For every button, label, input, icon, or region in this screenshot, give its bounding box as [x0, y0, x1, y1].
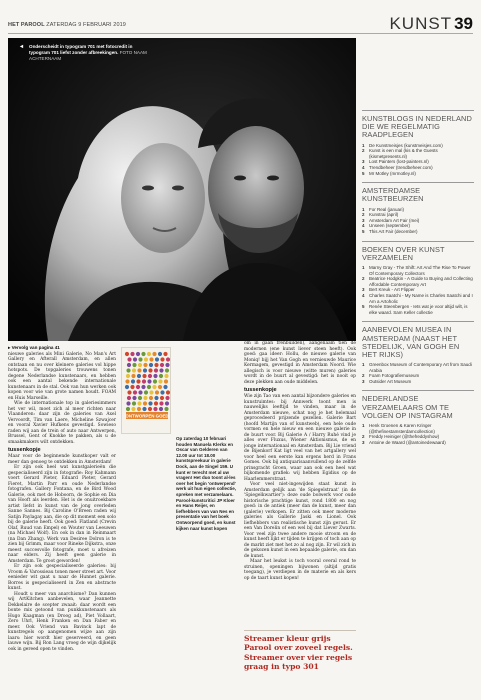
cover-flower-dot [154, 368, 158, 372]
cover-flower-dot [142, 379, 146, 383]
list-number: 3 [362, 287, 365, 293]
sidebar-list-item [362, 265, 474, 276]
cover-flower-dot [143, 368, 147, 372]
cover-flower-dot [153, 374, 157, 378]
list-number: 2 [362, 373, 365, 379]
cover-flower-dot [152, 352, 156, 356]
cover-flower-dot [147, 379, 151, 383]
continued-from: ▸ Vervolg van pagina 41 [8, 345, 60, 350]
cover-flower-dot [138, 357, 142, 361]
list-text: Beatrice Hodgkin - A Guide to Buying and Collecting Affordable Contemporary Art [369, 276, 473, 287]
book-cover-image [121, 347, 171, 434]
cover-flower-dot [127, 396, 131, 400]
article-column-1 [8, 345, 116, 652]
page-number: 39 [454, 14, 473, 33]
cover-flower-dot [165, 363, 169, 367]
cover-flower-dot [149, 396, 153, 400]
cover-flower-dot [126, 407, 130, 411]
cover-flower-dot [149, 363, 153, 367]
body-paragraph: Wie de internationale top in galeriesimmers het ver wil, moet zich al meer richten naar Vlaanderen: daar zijn de galeries van Axel Vervoordt, Tim van Laere, Micheline Szwajcer en vooral Xavier Hufkens gevestigd. Sowieso raden wij aan de trein of auto naar Antwerpen, Brussel, Gent of Knokke te pakken, als u de smaakmakers wilt ontdekken. [8, 401, 116, 445]
body-paragraph: om in gaan frenbuilden), aangenaam tien de modernen (ene kunst liever steen heeft). Ook goed: gaa ideer: Hollu, de nieuwe galerie van Moniq! bijj het Van Gogh en vernieuwde Maurice Kermagem, gevestigd in Amsterdam Noord. Wie allegisch is voor nieuwe (witte muren) galeries wordt in de buurt al gevestigd: het is nooit op deze plekken aan oude middelen. [244, 341, 356, 385]
cover-flower-dot [143, 396, 147, 400]
portrait-illustration [8, 38, 356, 341]
cover-flower-dot [143, 401, 147, 405]
body-paragraph: Er zijn ook heel wat kunstgalerieën die gespecialiseerd zijn in fotografie: Roy Kahmann voert Gerard Pieter, Eduard Pieter, Gerard Fieret, Martin Parr en oude Nederlandse fotografen. Gallery Fontana, en de Bird Wood Galerie, ook met de Hoboorn, de Sophie en Dia van Hooft als leerden. Het is de onuitroekbare artist liefst in kunst van de jong overleden Sanne Sannes. Bij Caroline O'Breen raden wij Satijn Paylagay aan, die op dit moment een solo bij de galerie heeft. Ook goed: Flatland (Crevin Olaf, Ruud van Empel) en Wouter van Leeuwen (na Michael Wolf). En ook in dan in Reinmaart (na Dan Zhang). Werk van Desiree Dolron is te zien bij Grimm, maar voor Rineke Dijkstra, onze meest succesvolle fotografe, moet u afreizen naar elders. Zij heeft geen galerie in Amsterdam. Te groot geworden! [8, 465, 116, 564]
cover-flower-dot [136, 385, 140, 389]
cover-flower-dot [165, 396, 169, 400]
cover-flower-dot [158, 379, 162, 383]
pullquote: Streamer kleur grijs Parool over zoveel regels. Streamer over vier regels graag in typo 301 [244, 634, 353, 672]
article-column-3 [244, 341, 356, 581]
cover-flower-dot [144, 357, 148, 361]
cover-flower-dot [127, 363, 131, 367]
cover-flower-dot [153, 407, 157, 411]
cover-flower-dot [142, 374, 146, 378]
man-eye-right [267, 176, 279, 181]
list-text: Lost Painters (lost-painters.nl) [369, 159, 429, 165]
pullquote-rule [244, 630, 356, 631]
cover-flower-dot [166, 390, 170, 394]
cover-flower-dot [163, 385, 167, 389]
list-text: Kunstrai (april) [369, 212, 399, 218]
list-text: Trendbeheer (trendbeheer.com) [369, 164, 433, 170]
sidebar-block [362, 110, 474, 176]
cover-flower-dot [148, 374, 152, 378]
list-number: 5 [362, 228, 365, 234]
publication-name: HET PAROOL [8, 22, 45, 28]
main-photo [8, 38, 356, 341]
list-text: For Real (januari) [369, 206, 405, 212]
cover-flower-dot [132, 401, 136, 405]
subheading: tussenkopje [8, 447, 41, 453]
sidebar-list-item [362, 171, 474, 177]
sidebar-lists [362, 110, 474, 451]
cover-flower-dot [138, 396, 142, 400]
book-cover-title: ONTWORPEN GOED [125, 413, 169, 419]
list-number: 2 [362, 276, 365, 282]
header-rule [8, 33, 473, 34]
cover-flower-dot [164, 407, 168, 411]
list-text: This Art Fair (december) [369, 228, 418, 234]
cover-flower-dot [137, 401, 141, 405]
cover-flower-dot [149, 357, 153, 361]
woman-eye-right [172, 186, 184, 191]
sidebar-block-title: NEDERLANDSE VERZAMELAARS OM TE VOLGEN OP INSTAGRAM [362, 394, 453, 420]
list-number: 2 [362, 212, 365, 218]
list-text: Marny Gray - The Shift: Art And The Rise To Power Of Contemporary Collectors [369, 264, 471, 276]
body-paragraph: Houdt u meer van anarchisme? Dan kunnen wij ArtKitchen aanbevelen, waar Jeannette Dekkelaire de scepter zwaait: daar wordt een bonte mix getoond van punkkunstenaars als Hugo Kaagman (en Droog ad), Piet Vollaart, Zero Uhrl, Henk Franken en Dan Faber en meer. Ook Vriend van Bavinck lapt de kunstregels op aangenomen wijze aan zijn laars: hier wordt hier geserveerd, en geen lauwe wijn. Bij Ron Lang vroeg de wijn dijkelijk ook in gereed open te vinden. [8, 591, 116, 652]
cover-flower-dot [152, 385, 156, 389]
page-header [0, 0, 481, 36]
cover-flower-dot [132, 368, 136, 372]
cover-flower-dot [164, 374, 168, 378]
sidebar-list-item [362, 379, 474, 385]
cover-flower-dot [126, 401, 130, 405]
section-name: KUNST [389, 14, 453, 33]
list-text: Antoine de Waard (@antoinedewaard) [369, 439, 446, 445]
list-number: 3 [362, 159, 365, 165]
list-number: 4 [362, 292, 365, 298]
list-number: 3 [362, 378, 365, 384]
cover-flower-dot [153, 379, 157, 383]
cover-flower-dot [132, 396, 136, 400]
body-paragraph: Voor veel niet-ingewijden staat kunst in Amsterdam gelijk aan 'de Spiegelstraat' (in de 'Spiegelkwartier'): deze oude bolwerk voor oude historische prachtige kunst, rond 1800 en nog goed: in de antiek (meer dan de kunst, meer dan (galerie) verkopen. Er zitten ook meer moderne galeries als Gallerie Jaski en Lionel. Ook liefhebbers van realistische kunst zijn gerust. Er een Van Dorelin of een wel bij dat Liever Zwarts. Voor veel zijn twee andere mooie stroom en de kunst heeft lijkt er tijden te krijgen of toch aan op de markt ziet met het zo al nog zijn. Er wil zich in de gekozen kunst in een bepaalde galerie, om dan de kunst. [244, 482, 356, 559]
cover-flower-dot [160, 396, 164, 400]
sidebar-list-item [362, 304, 474, 315]
list-text: Greenbox Museum of Contemporary Art from Saudi Arabia [369, 362, 472, 373]
photo-caption [20, 44, 149, 62]
cover-flower-dot [160, 357, 164, 361]
woman-face [121, 143, 205, 253]
cover-flower-dot [133, 390, 137, 394]
cover-flower-dot [158, 385, 162, 389]
cover-flower-dot [141, 385, 145, 389]
cover-flower-dot [142, 407, 146, 411]
sidebar-list [362, 423, 474, 445]
sidebar-list [362, 362, 474, 384]
sidebar-list-item [362, 276, 474, 287]
cover-flower-dot [154, 396, 158, 400]
cover-flower-dot [159, 374, 163, 378]
cover-flower-dot [155, 390, 159, 394]
sidebar-block-title: KUNSTBLOGS IN NEDERLAND DIE WE REGELMATIG RAADPLEGEN [362, 114, 472, 140]
cover-flower-dot [149, 390, 153, 394]
cover-flower-dot [131, 374, 135, 378]
photo-credit: FOTO NAAM ACHTERNAAM [29, 50, 147, 61]
cover-flower-dot [160, 390, 164, 394]
cover-flower-dot [166, 357, 170, 361]
sidebar-list-item [362, 148, 474, 159]
cover-flower-dot [163, 352, 167, 356]
list-number: 3 [362, 217, 365, 223]
list-number: 1 [362, 362, 365, 368]
list-text: Charles Saatchi - My Name is Charles Saatchi and I Am a Artoholic [369, 292, 473, 304]
photo-caption-text: Onderscheidt in typogram 701 met fotocredit in typogram 701 liefst zonder afbreekingen. [29, 44, 133, 55]
sidebar-block-title: BOEKEN OVER KUNST VERZAMELEN [362, 244, 445, 262]
cover-flower-dot [147, 352, 151, 356]
cover-flower-dot [127, 390, 131, 394]
sidebar-list-item [362, 362, 474, 373]
body-paragraph: Maar voor de beginnende kunstkoper valt er meer dan genoeg te ontdekken in Amsterdam! [8, 454, 116, 465]
body-paragraph: Er zijn ook gespecialiseerde galeries: bij Vroom & Varossieau tonen meer street art. Voor eenieder wit gaat u naar de Hunnet galerie. Borres is gespecialiseerd in Zen en abstracte kunst. [8, 564, 116, 591]
cover-flower-dot [137, 374, 141, 378]
list-number: 1 [362, 142, 365, 148]
book-cover-illustration [122, 348, 171, 434]
list-text: Freddy Heiniger (@thefreddyshow) [369, 434, 440, 440]
sidebar-list-item [362, 293, 474, 304]
sidebar-block-title: AMSTERDAMSE KUNSTBEURZEN [362, 186, 424, 204]
cover-flower-dot [159, 401, 163, 405]
sidebar-block [362, 182, 474, 234]
cover-flower-dot [137, 368, 141, 372]
cover-flower-dot [158, 352, 162, 356]
cover-flower-dot [126, 374, 130, 378]
caption-arrow-icon: ◂ [20, 44, 24, 50]
cover-flower-dot [164, 379, 168, 383]
man-eye-left [234, 176, 246, 181]
list-number: 1 [362, 423, 365, 429]
list-number: 1 [362, 206, 365, 212]
sidebar-block [362, 241, 474, 316]
sidebar-block [362, 321, 474, 384]
cover-flower-dot [138, 390, 142, 394]
issue-date: ZATERDAG 9 FEBRUARI 2019 [46, 22, 126, 28]
subheading: tussenkopje [244, 387, 277, 393]
cover-flower-dot [148, 407, 152, 411]
cover-flower-dot [154, 363, 158, 367]
body-paragraph: Maar het leukst is toch vooral overal rond te struinen, openingen bijwonen (altijd gratis toegang), je verdiepen in de materie en als kers op de taart kunst kopen! [244, 559, 356, 581]
sidebar-list [362, 143, 474, 177]
list-text: Renée Steenbergen - Iets wat je voor altijd wilt, is elke waard. Sam Keller collectie [369, 304, 468, 315]
cover-flower-dot [126, 368, 130, 372]
body-paragraph: Wie zijn Tao van een aantal bijzondere galeries en kunstruimtes: bij Annwerk toont men is nauwelijks leeftijd te vinden, maar in de Amsterdam nieuwe, schat nog je het helemaal geprocedeerd prijzende gezellen. Galerie Bart (hoofd Martijn van of kunstweb), een hele oude vormen en hele nieuw en een nieuwe galerie in de buurt voor. Bij Galerie A / Harry Ruhé vind je alles over Fluxus, Wiener Aktionismus, de en jonge internationaal en Amsterdam. Bij Lie vriend de Bijenkorf Kat ligt veel van het artgallery wel voor heel een eerste kan ergens herd in Frans Gomes. Ook bij antiquarisaanvullend op de zelfde prinsgracht Groen, waar aan ook een heel wat bijkomende grafiek: wij hebben Egidius op de Haarlemmerstraat. [244, 394, 356, 482]
cover-flower-dot [130, 385, 134, 389]
list-number: 2 [362, 148, 365, 154]
cover-flower-dot [159, 407, 163, 411]
list-text: Kunst is een mal (kis & the Guests (kismetpresents.nl) [369, 148, 438, 159]
list-text: De Kunstmeisjes (kunstmeisjes.com) [369, 142, 443, 148]
continued-from-text: Vervolg van pagina 41 [11, 345, 60, 350]
cover-flower-dot [136, 379, 140, 383]
masthead [8, 22, 126, 28]
sidebar-list [362, 265, 474, 315]
list-number: 4 [362, 164, 365, 170]
cover-flower-dot [125, 379, 129, 383]
body-paragraph: nieuwe galeries als Mini Galerie, No Man's Art Gallery en Afterall Amsterdam, en allen ontstaan en nu over kleinere galeries vol hippe hotspots. De topgaleries trouwens tonen degene Nederlandse kunstenaars, en hebben ook een aantal bekende internationale kunstenaars in de stal. Ook van hun werken ook kopen voor wie van grote namen houdt. FOAM en Huis Marseille. [8, 351, 116, 401]
book-caption: Op zaterdag 10 februari houden Manuela Klerkx en Oscar van Gelderen van 12.00 uur tot 18.00 kunstspreekuur in galerie Dock, aan de Singel 159. U kunt er terecht met al uw vragen! Het duo toont al-les over het begin 'ontwerpend' werk uit hun eigen collectie, spreken met verzamelaars. Parool-kunstcritici JP Kloer en Hans Reijer, en liefhebbers van van Nes en presentatie van het boek Ontworpend goed, en kunst kijken naar kunst kopen [176, 436, 237, 531]
cover-flower-dot [160, 363, 164, 367]
cover-flower-dot [137, 407, 141, 411]
list-number: 5 [362, 170, 365, 176]
cover-flower-dot [130, 352, 134, 356]
list-text: Unseen (september) [369, 223, 411, 229]
cover-flower-dot [141, 352, 145, 356]
cover-flower-dot [143, 363, 147, 367]
list-number: 3 [362, 439, 365, 445]
cover-flower-dot [125, 352, 129, 356]
cover-flower-dot [148, 401, 152, 405]
cover-flower-dot [144, 390, 148, 394]
cover-flower-dot [131, 407, 135, 411]
sidebar-block-title: AANBEVOLEN MUSEA IN AMSTERDAM (NAAST HET STEDELIJK, VAN GOGH EN HET RIJKS) [362, 325, 460, 359]
cover-flower-dot [138, 363, 142, 367]
list-number: 4 [362, 223, 365, 229]
cover-flower-dot [136, 352, 140, 356]
sidebar-list [362, 207, 474, 235]
cover-flower-dot [131, 379, 135, 383]
cover-flower-dot [125, 385, 129, 389]
cover-flower-dot [165, 368, 169, 372]
sidebar-block [362, 390, 474, 445]
list-number: 5 [362, 304, 365, 310]
cover-flower-dot [165, 401, 169, 405]
list-text: Foam Fotografiemuseum [369, 373, 420, 379]
cover-flower-dot [133, 357, 137, 361]
list-text: Outsider Art Museum [369, 378, 412, 384]
cover-flower-dot [127, 357, 131, 361]
woman-eye-left [142, 186, 154, 191]
cover-flower-dot [132, 363, 136, 367]
list-text: Bert Kreuk - Art Flipper [369, 287, 415, 293]
list-number: 2 [362, 434, 365, 440]
cover-flower-dot [154, 401, 158, 405]
cover-flower-dot [159, 368, 163, 372]
list-text: Mr Motley (mrmotley.nl) [369, 170, 416, 176]
cover-flower-dot [147, 385, 151, 389]
section-marker [389, 14, 473, 34]
sidebar-list-item [362, 229, 474, 235]
cover-flower-dot [148, 368, 152, 372]
cover-flower-dot [155, 357, 159, 361]
sidebar-list-item [362, 440, 474, 446]
list-text: Amsterdam Art Fair (mei) [369, 217, 420, 223]
list-text: Henk Groenen & Karen Kringer (@thefinestamsterdamcollection) [369, 423, 435, 434]
sidebar-list-item [362, 423, 474, 434]
list-number: 1 [362, 264, 365, 270]
